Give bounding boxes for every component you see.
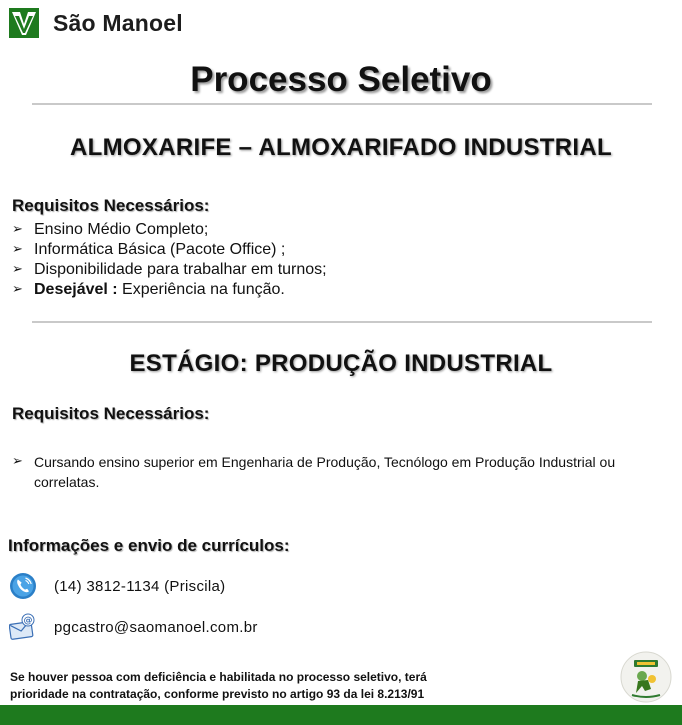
- footer-bar: [0, 705, 682, 725]
- requirements-list: [12, 220, 327, 300]
- phone-icon: [9, 572, 37, 600]
- contact-heading: Informações e envio de currículos:: [8, 536, 290, 555]
- phone-contact: [9, 572, 225, 600]
- svg-text:@: @: [23, 616, 33, 626]
- requirements-heading: Requisitos Necessários:: [12, 196, 210, 215]
- list-item: ➢ Disponibilidade para trabalhar em turnos;: [12, 260, 327, 280]
- email-contact: [9, 613, 258, 641]
- list-item: ➢ Desejável : Experiência na função.: [12, 280, 327, 300]
- divider: [32, 103, 652, 105]
- email-address: pgcastro@saomanoel.com.br: [54, 618, 258, 636]
- email-icon: [9, 613, 37, 641]
- list-item: ➢ Cursando ensino superior em Engenharia de Produção, Tecnólogo em Produção Industrial ou correlatas.: [12, 452, 662, 492]
- superacao-badge-icon: [620, 651, 672, 703]
- requirements-list: [12, 452, 662, 492]
- job-title-almoxarife: ALMOXARIFE – ALMOXARIFADO INDUSTRIAL: [70, 134, 612, 161]
- job-title-estagio: ESTÁGIO: PRODUÇÃO INDUSTRIAL: [129, 350, 553, 377]
- divider: [32, 321, 652, 323]
- brand-name: São Manoel: [53, 9, 183, 36]
- list-item: ➢ Informática Básica (Pacote Office) ;: [12, 240, 327, 260]
- phone-number: (14) 3812-1134 (Priscila): [54, 577, 226, 595]
- page-title: Processo Seletivo: [190, 60, 492, 99]
- brand-logo: [9, 8, 183, 38]
- disability-footnote: Se houver pessoa com deficiência e habilitada no processo seletivo, terá prioridade na contratação, conforme previsto no artigo 93 da lei 8.213/91: [10, 670, 427, 701]
- list-item: ➢ Ensino Médio Completo;: [12, 220, 327, 240]
- requirements-heading: Requisitos Necessários:: [12, 404, 210, 423]
- sao-manoel-logo-icon: [9, 8, 39, 38]
